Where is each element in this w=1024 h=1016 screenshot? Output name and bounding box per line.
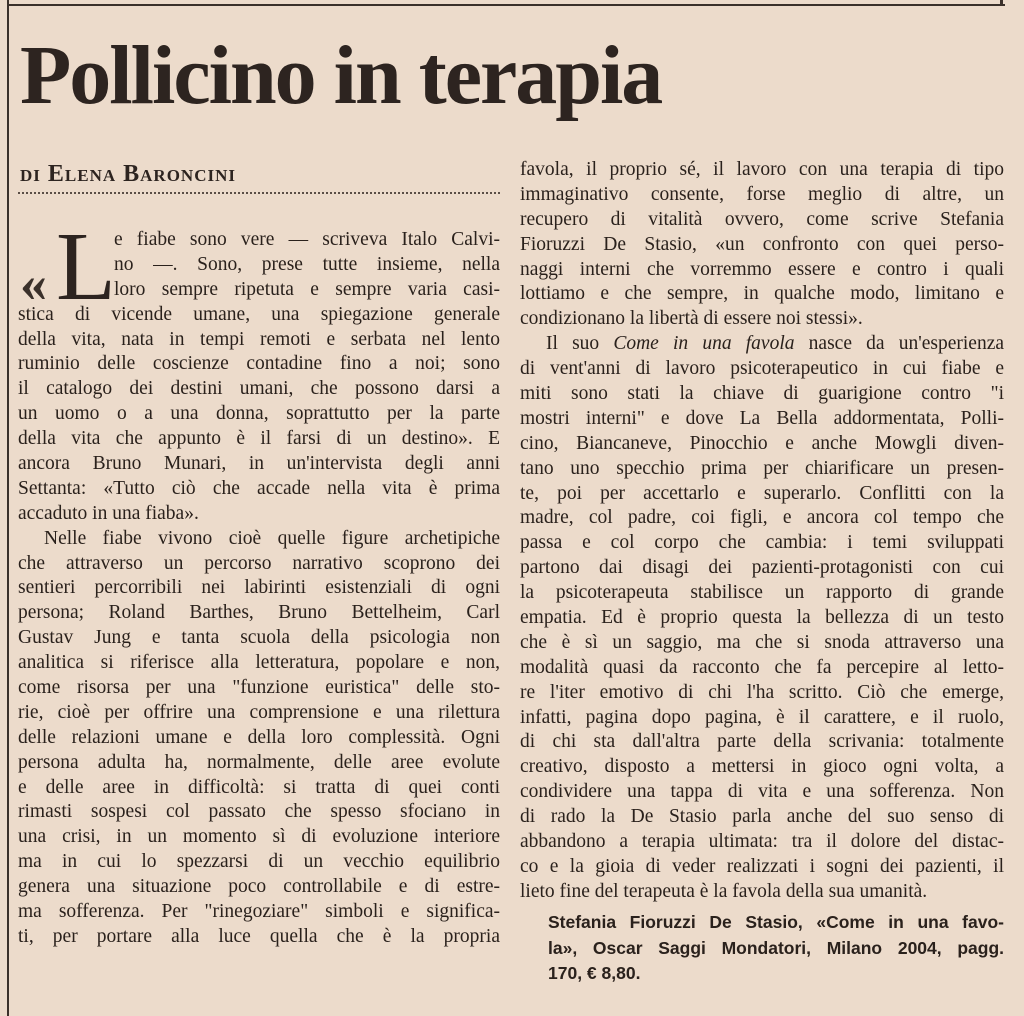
text-line: modalità quasi da racconto che fa percepire al letto- (520, 656, 1004, 678)
text-line: e fiabe sono vere — scriveva Italo Calvi- (114, 229, 500, 250)
text-line: della vita, nata in tempi remoti e serbata nel lento (18, 328, 500, 350)
text-line: il catalogo dei destini umani, che possono darsi a (18, 378, 500, 400)
text-line: ma in cui lo spezzarsi di un vecchio equilibrio (18, 851, 500, 873)
text-line: partono dai disagi dei pazienti-protagonisti con cui (520, 557, 1004, 579)
text-line: abbandono a terapia ultimata: tra il dolore del distac- (520, 831, 1004, 853)
text-line: Il suo Come in una favola nasce da un'esperienza (546, 333, 1005, 355)
credit-line: la», Oscar Saggi Mondatori, Milano 2004, pagg. (548, 937, 1004, 958)
text-line: loro sempre ripetuta e sempre varia casi- (114, 278, 500, 300)
text-line: madre, col padre, coi figli, e ancora col tempo che (520, 507, 1004, 529)
text-line: cino, Biancaneve, Pinocchio e anche Mowgli diven- (520, 432, 1004, 454)
book-title-italic: Come in una favola (613, 333, 795, 355)
text-line: tano uno specchio prima per chiarificare un presen- (520, 457, 1004, 479)
text-line: di vent'anni di lavoro psicoterapeutico in cui fiabe e (520, 358, 1004, 380)
text-line: ti, per portare alla luce quella che è la propria (18, 925, 500, 947)
dropcap-letter: L (56, 213, 116, 321)
text-line: miti sono stati la chiave di guarigione contro "i (520, 383, 1004, 405)
top-border-rule (7, 4, 1005, 6)
text-line: la psicoterapeuta stabilisce un rapporto di grande (520, 582, 1004, 604)
book-credit (548, 910, 1004, 987)
dropcap-quote: « (20, 253, 47, 313)
text-line: co e la gioia di veder realizzati i sogni dei pazienti, il (520, 855, 1004, 877)
text-line: genera una situazione poco controllabile e di estre- (18, 876, 500, 898)
text-line: Nelle fiabe vivono cioè quelle figure archetipiche (44, 527, 500, 549)
text-line: lieto fine del terapeuta è la favola della sua umanità. (520, 880, 928, 902)
text-line: mostri interni" e dove La Bella addormentata, Polli- (520, 407, 1004, 429)
left-border-rule (7, 0, 9, 1016)
text-line: passa e col corpo che cambia: i temi sviluppati (520, 532, 1004, 554)
byline: di Elena Baroncini (20, 161, 236, 187)
text-line: sentieri percorribili nei labirinti esistenziali di ogni (18, 577, 500, 599)
text-line: ma sofferenza. Per "rinegoziare" simboli e significa- (18, 901, 500, 923)
text-line: Gustav Jung e tanta scuola della psicologia non (18, 627, 500, 649)
text-line: Fioruzzi De Stasio, «un confronto con quei perso- (520, 233, 1004, 255)
text-line: creativo, disposto a mettersi in gioco ogni volta, a (520, 756, 1004, 778)
text-line: favola, il proprio sé, il lavoro con una terapia di tipo (520, 159, 1004, 180)
text-line: come risorsa per una "funzione euristica" delle sto- (18, 677, 500, 699)
text-line: accaduto in una fiaba». (18, 502, 199, 524)
text-line: che è sì un saggio, ma che si snoda attraverso una (520, 631, 1004, 653)
text-line: stica di vicende umane, una spiegazione generale (18, 303, 500, 325)
byline-dotted-rule (18, 192, 500, 194)
text-line: di chi sta dall'altra parte della scrivania: totalmente (520, 731, 1004, 753)
text-line: recupero di vitalità ovvero, come scrive Stefania (520, 208, 1004, 230)
text-line: naggi interni che vorremmo essere e contro i quali (520, 258, 1004, 280)
text-line: rimasti sospesi col passato che spesso sfociano in (18, 801, 500, 823)
text-line: te, poi per accettarlo e superarlo. Conflitti con la (520, 482, 1004, 504)
text-line: no —. Sono, prese tutte insieme, nella (114, 253, 500, 275)
text-line: della vita che appunto è il farsi di un destino». E (18, 428, 500, 450)
text-line: rie, cioè per offrire una comprensione e una rilettura (18, 701, 500, 723)
text-line: analitica si riferisce alla letteratura, popolare e non, (18, 652, 500, 674)
top-border-corner (1000, 0, 1003, 6)
credit-line: 170, € 8,80. (548, 963, 641, 983)
text-line: e delle aree in difficoltà: si tratta di quei conti (18, 776, 500, 798)
text-line: ruminio delle coscienze contadine fino a noi; sono (18, 353, 500, 375)
text-line: lottiamo e che sempre, in qualche modo, limitano e (520, 283, 1004, 305)
text-line: condividere una tappa di vita e una sofferenza. Non (520, 781, 1004, 803)
text-line: persona adulta ha, normalmente, delle aree evolute (18, 751, 500, 773)
text-line: empatia. Ed è proprio questa la bellezza di un testo (520, 607, 1004, 629)
text-line: persona; Roland Barthes, Bruno Bettelheim, Carl (18, 602, 500, 624)
text-line: di rado la De Stasio parla anche del suo senso di (520, 806, 1004, 828)
text-line: re l'iter emotivo di chi l'ha scritto. Ciò che emerge, (520, 681, 1004, 703)
headline: Pollicino in terapia (20, 29, 662, 122)
column-left (18, 228, 500, 950)
text-line: ancora Bruno Munari, in un'intervista degli anni (18, 453, 500, 475)
text-line: condizionano la libertà di essere noi stessi». (520, 308, 863, 330)
text-line: un uomo o a una donna, soprattutto per la parte (18, 403, 500, 425)
text-line: infatti, pagina dopo pagina, è il carattere, e il ruolo, (520, 706, 1004, 728)
text-line: immaginativo consente, forse meglio di altre, un (520, 183, 1004, 205)
credit-line: Stefania Fioruzzi De Stasio, «Come in una favo- (548, 912, 1004, 932)
text-line: che attraverso un percorso narrativo scoprono dei (18, 552, 500, 574)
text-line: una crisi, in un momento sì di evoluzione interiore (18, 826, 500, 848)
text-line: Settanta: «Tutto ciò che accade nella vita è prima (18, 477, 500, 499)
text-line: delle relazioni umane e della loro complessità. Ogni (18, 726, 500, 748)
column-right (520, 158, 1004, 905)
